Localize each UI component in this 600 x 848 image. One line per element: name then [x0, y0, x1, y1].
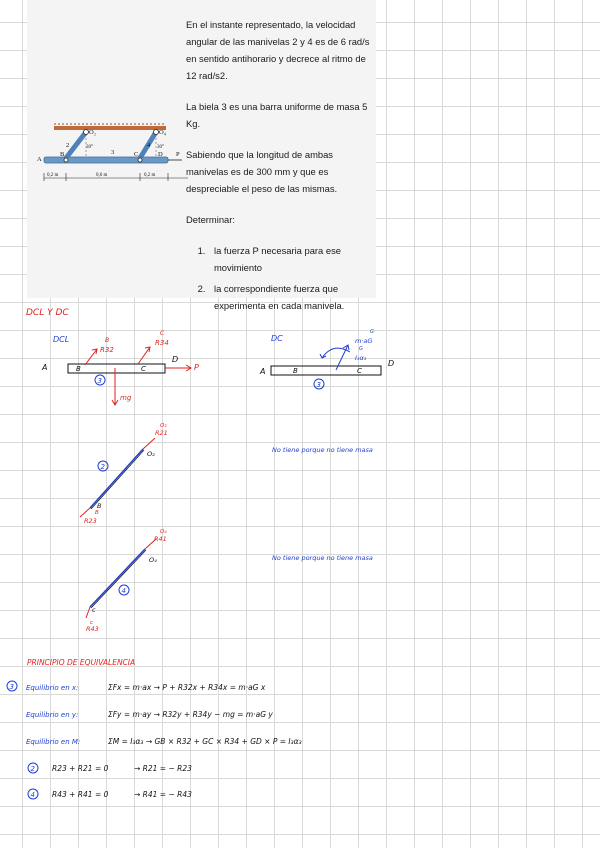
fig-angle-right: 30° [157, 145, 164, 150]
fig-o4: O₄ [159, 129, 166, 136]
eq3-label: Equilibrio en M: [26, 738, 81, 746]
r32-superscript: B [105, 337, 110, 344]
r23-label: R23 [84, 517, 97, 525]
dcl-point-b: B [76, 365, 81, 373]
problem-paragraph-3: Sabiendo que la longitud de ambas manivelas es de 300 mm y que es despreciable el peso de las mismas. [186, 149, 338, 194]
r34-arrow [138, 347, 150, 364]
fig-angle-left: 30° [86, 145, 93, 150]
r41-label: R41 [154, 535, 167, 543]
no-mass-note-4: No tiene porque no tiene masa [272, 554, 373, 562]
dcl-bar-3 [68, 364, 165, 373]
problem-paragraph-1: En el instante representado, la velocidad angular de las manivelas 2 y 4 es de 6 rad/s en sentido antihorario y decrece al ritmo de 12 rad/s2. [186, 19, 370, 81]
fig-link3: 3 [111, 149, 115, 156]
link4-bar [90, 549, 145, 607]
eq3-expression: ΣM = I₃α₃ → GB × R32 + GC × R34 + GD × P = I₃α₃ [108, 737, 302, 746]
inertia-arc [322, 348, 350, 358]
inertia-label: I₃α₃ [355, 354, 367, 362]
dc-bar-3 [271, 366, 381, 375]
eq5-left: R43 + R41 = 0 [52, 790, 109, 799]
eq1-num: 3 [9, 683, 14, 691]
principle-heading: PRINCIPIO DE EQUIVALENCIA [27, 658, 136, 667]
r43-arrow [86, 607, 90, 618]
link4-bar-black [91, 550, 146, 608]
r41-superscript: O₄ [160, 529, 167, 535]
eq4-num: 2 [30, 765, 35, 773]
fig-dim-1: 0,2 m [47, 173, 59, 178]
link2-o2: O₂ [147, 450, 155, 458]
fig-dim-3: 0,2 m [144, 173, 156, 178]
link4-c: c [92, 606, 96, 614]
eq5-right: → R41 = − R43 [134, 790, 192, 799]
mag-label: m·aG [355, 337, 373, 345]
r23-superscript: B [95, 510, 99, 516]
r43-superscript: c [90, 620, 94, 626]
eq1-label: Equilibrio en x: [26, 684, 79, 692]
r32-label: R32 [100, 346, 114, 354]
link2-num: 2 [100, 463, 105, 471]
problem-paragraph-2: La biela 3 es una barra uniforme de masa 5 Kg. [186, 101, 368, 129]
eq2-label: Equilibrio en y: [26, 711, 79, 719]
r21-arrow [143, 438, 155, 449]
task-item: 1. la fuerza P necesaria para ese movimiento [208, 242, 376, 276]
no-mass-note-2: No tiene porque no tiene masa [272, 446, 373, 454]
fig-link4: 4 [147, 142, 151, 149]
weight-label: mg [120, 394, 132, 402]
dcl-label: DCL [53, 335, 70, 344]
fig-dim-2: 0,6 m [96, 173, 108, 178]
fig-c: C [134, 151, 139, 158]
r21-superscript: O₂ [160, 423, 167, 429]
eq1-expression: ΣFx = m·ax → P + R32x + R34x = m·aG x [108, 683, 266, 692]
eq2-expression: ΣFy = m·ay → R32y + R34y − mg = m·aG y [108, 710, 273, 719]
dc-label: DC [271, 334, 283, 343]
mag-superscript: G [370, 329, 374, 335]
eq5-num: 4 [30, 791, 35, 799]
dcl-point-d: D [172, 355, 179, 364]
fig-a: A [37, 156, 42, 163]
fig-link2: 2 [66, 142, 70, 149]
link2-bar-black [91, 450, 144, 509]
p-label: P [194, 363, 199, 372]
link2-bar [90, 449, 143, 508]
r23-arrow [80, 508, 90, 517]
inertia-superscript: G [359, 346, 363, 352]
task-item: 2. la correspondiente fuerza que experimenta en cada manivela. [208, 280, 376, 314]
dc-link3-num: 3 [316, 381, 321, 389]
dc-point-b: B [293, 367, 298, 375]
r43-label: R43 [86, 625, 99, 633]
dcl-link3-num: 3 [97, 377, 102, 385]
fig-b: B [60, 151, 65, 158]
eq4-left: R23 + R21 = 0 [52, 764, 109, 773]
link4-o4: O₄ [149, 556, 157, 564]
fig-o2: O₂ [89, 129, 96, 136]
eq4-right: → R21 = − R23 [134, 764, 192, 773]
heading-dcl-dc: DCL Y DC [26, 308, 69, 318]
dc-point-d: D [388, 359, 395, 368]
link2-b: B [97, 502, 102, 510]
fig-p: P [176, 151, 180, 158]
dcl-point-c: C [141, 365, 146, 373]
r34-superscript: C [160, 330, 165, 337]
r34-label: R34 [155, 339, 169, 347]
determine-label: Determinar: [186, 214, 235, 225]
dc-point-a: A [260, 367, 266, 376]
dcl-point-a: A [42, 363, 48, 372]
link4-num: 4 [121, 587, 126, 595]
fig-d: D [158, 151, 163, 158]
r32-arrow [85, 349, 97, 365]
r21-label: R21 [155, 429, 168, 437]
dc-point-c: C [357, 367, 362, 375]
